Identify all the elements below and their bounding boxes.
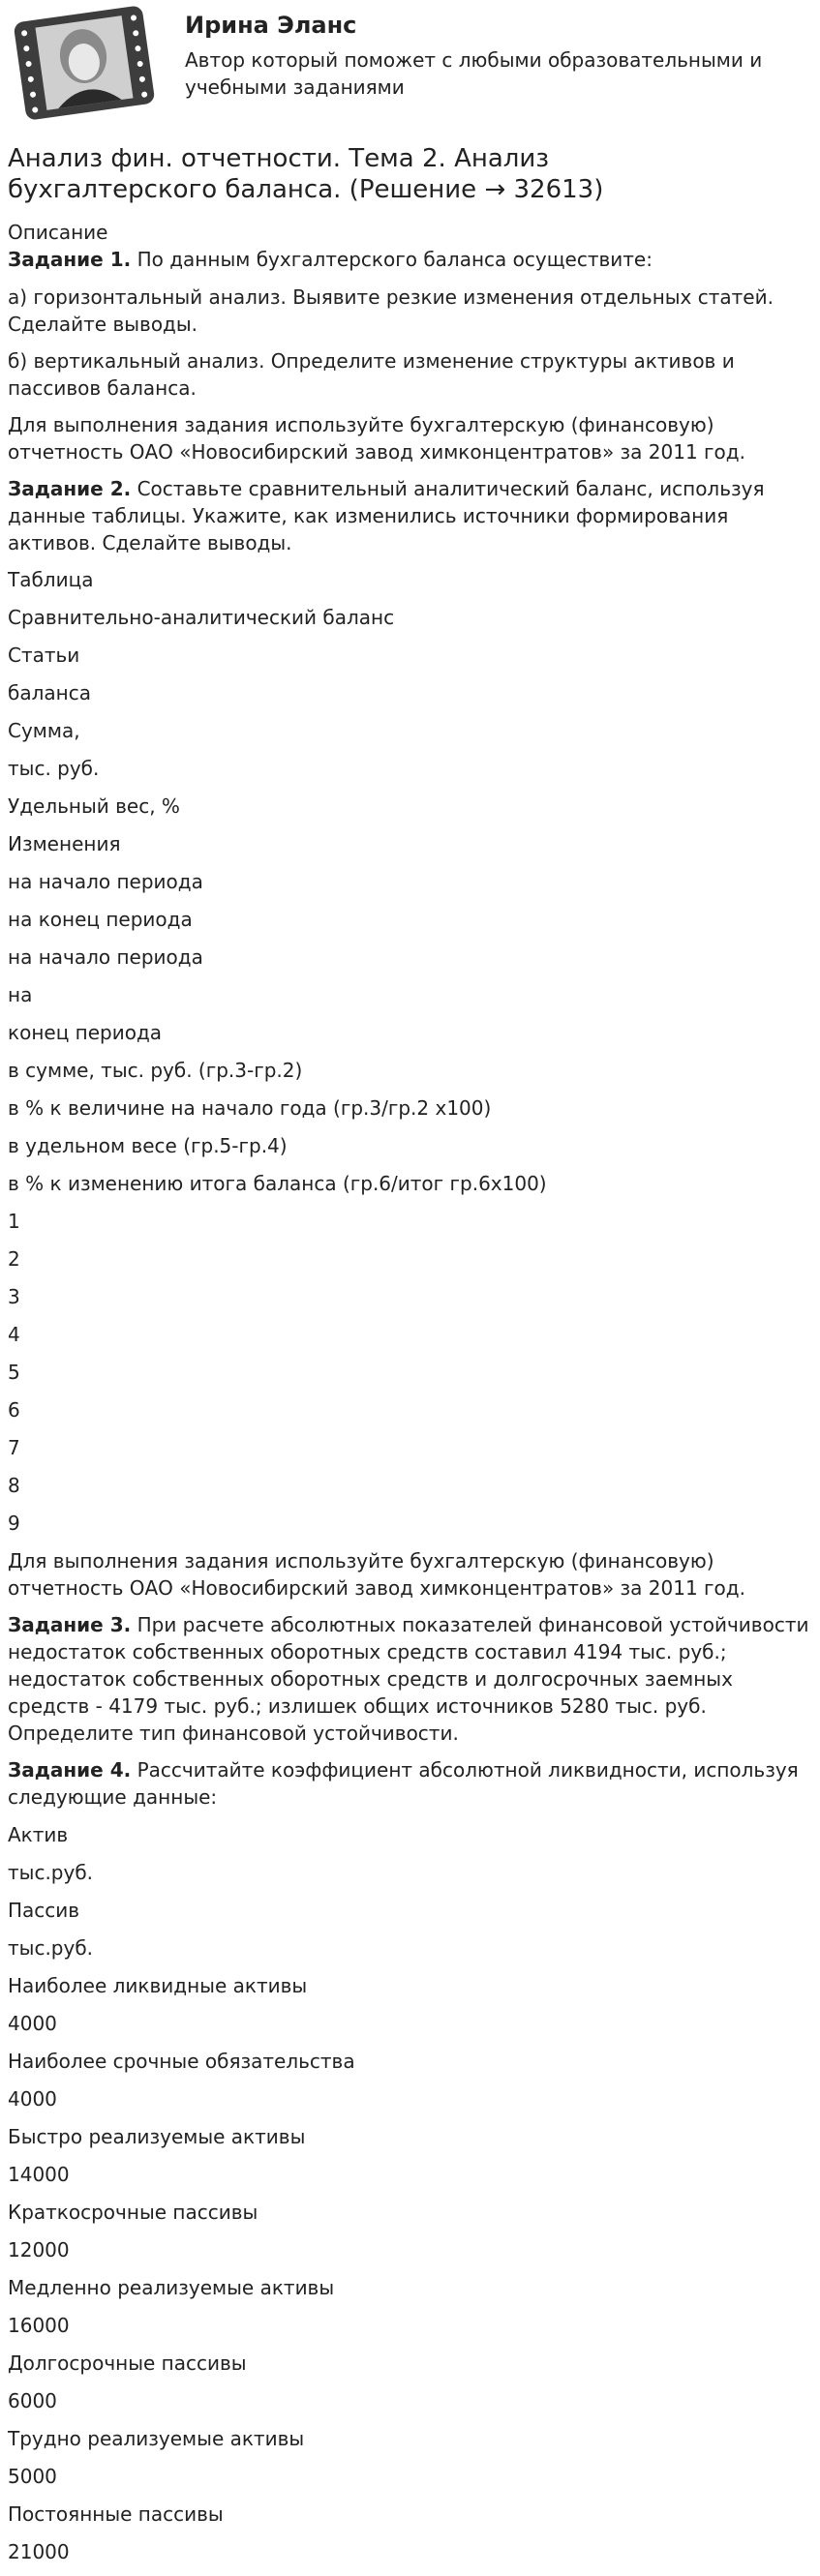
task1-heading: Задание 1.	[8, 248, 132, 271]
task3-text: При расчете абсолютных показателей финансовой устойчивости недостаток собственных оборотных средств составил 4194 тыс. руб.; недостаток собственных оборотных средств и долгосрочных заемных средств - 4179 тыс. руб.; излишек общих источников 5280 тыс. руб. Определите тип финансовой устойчивости.	[8, 1613, 809, 1745]
table-line: Трудно реализуемые активы	[8, 2427, 305, 2450]
table-line: 5	[8, 1361, 20, 1384]
table-line: Удельный вес, %	[8, 794, 180, 818]
task2-heading: Задание 2.	[8, 477, 132, 500]
task4-heading: Задание 4.	[8, 1758, 132, 1782]
table-line: Краткосрочные пассивы	[8, 2201, 258, 2224]
table-line: 6000	[8, 2389, 57, 2412]
avatar[interactable]	[14, 6, 155, 120]
task1-text: По данным бухгалтерского баланса осуществите:	[131, 248, 653, 271]
table-line: 9	[8, 1512, 20, 1535]
table-line: на начало периода	[8, 870, 203, 893]
table-line: в удельном весе (гр.5-гр.4)	[8, 1134, 288, 1157]
table-line: в % к изменению итога баланса (гр.6/итог гр.6х100)	[8, 1172, 547, 1195]
table-line: 8	[8, 1474, 20, 1497]
table-line: 4000	[8, 2012, 57, 2035]
table-line: в сумме, тыс. руб. (гр.3-гр.2)	[8, 1059, 303, 1082]
table-line: Медленно реализуемые активы	[8, 2276, 335, 2299]
table-line: баланса	[8, 681, 91, 704]
table-line: тыс. руб.	[8, 757, 100, 780]
page-title: Анализ фин. отчетности. Тема 2. Анализ бухгалтерского баланса. (Решение → 32613)	[8, 144, 604, 204]
table-line: Долгосрочные пассивы	[8, 2351, 247, 2375]
table-line: Таблица	[8, 568, 94, 591]
table-line: 3	[8, 1285, 20, 1308]
task4-text: Рассчитайте коэффициент абсолютной ликвидности, используя следующие данные:	[8, 1758, 799, 1809]
task1-b: б) вертикальный анализ. Определите изменение структуры активов и пассивов баланса.	[8, 349, 735, 400]
table-line: Наиболее ликвидные активы	[8, 1974, 308, 1997]
table-line: 5000	[8, 2465, 57, 2488]
table-line: тыс.руб.	[8, 1861, 94, 1884]
task2-intro	[8, 475, 812, 556]
table-line: Наиболее срочные обязательства	[8, 2050, 355, 2073]
table-line: 6	[8, 1398, 20, 1422]
table-line: Сравнительно-аналитический баланс	[8, 606, 395, 629]
table-line: в % к величине на начало года (гр.3/гр.2 х100)	[8, 1096, 492, 1120]
table-line: Статьи	[8, 644, 80, 667]
table-line: тыс.руб.	[8, 1936, 94, 1960]
task4-intro	[8, 1756, 812, 1811]
task1-intro	[8, 246, 812, 273]
table-line: Пассив	[8, 1899, 80, 1922]
description-label: Описание	[8, 221, 108, 244]
table-line: на конец периода	[8, 908, 193, 931]
task2-note: Для выполнения задания используйте бухгалтерскую (финансовую) отчетность ОАО «Новосибирский завод химконцентратов» за 2011 год.	[8, 1549, 745, 1600]
task3-intro	[8, 1611, 812, 1747]
table-line: 21000	[8, 2540, 70, 2563]
author-description: Автор который поможет с любыми образовательными и учебными заданиями	[185, 48, 763, 99]
task3-heading: Задание 3.	[8, 1613, 132, 1636]
table-line: 1	[8, 1210, 20, 1233]
table-line: 2	[8, 1247, 20, 1271]
table-line: Постоянные пассивы	[8, 2502, 224, 2526]
task2-text: Составьте сравнительный аналитический баланс, используя данные таблицы. Укажите, как изменились источники формирования активов. Сделайте выводы.	[8, 477, 765, 554]
author-block	[8, 0, 812, 132]
table-line: 7	[8, 1436, 20, 1459]
table-line: Изменения	[8, 832, 121, 855]
film-frame-avatar-icon	[14, 6, 155, 120]
task2-table-lines	[8, 566, 812, 1547]
table-line: 16000	[8, 2314, 70, 2337]
table-line: 14000	[8, 2163, 70, 2186]
table-line: 4000	[8, 2087, 57, 2111]
table-line: на	[8, 983, 33, 1006]
task4-table-lines	[8, 1821, 812, 2576]
task1-note: Для выполнения задания используйте бухгалтерскую (финансовую) отчетность ОАО «Новосибирский завод химконцентратов» за 2011 год.	[8, 413, 745, 464]
table-line: 12000	[8, 2238, 70, 2261]
table-line: Сумма,	[8, 719, 80, 742]
author-name[interactable]: Ирина Эланс	[185, 12, 357, 39]
table-line: Актив	[8, 1823, 69, 1846]
table-line: на начало периода	[8, 945, 203, 969]
table-line: Быстро реализуемые активы	[8, 2125, 306, 2148]
table-line: 4	[8, 1323, 20, 1346]
task1-a: а) горизонтальный анализ. Выявите резкие изменения отдельных статей. Сделайте выводы.	[8, 285, 774, 336]
table-line: конец периода	[8, 1021, 163, 1044]
